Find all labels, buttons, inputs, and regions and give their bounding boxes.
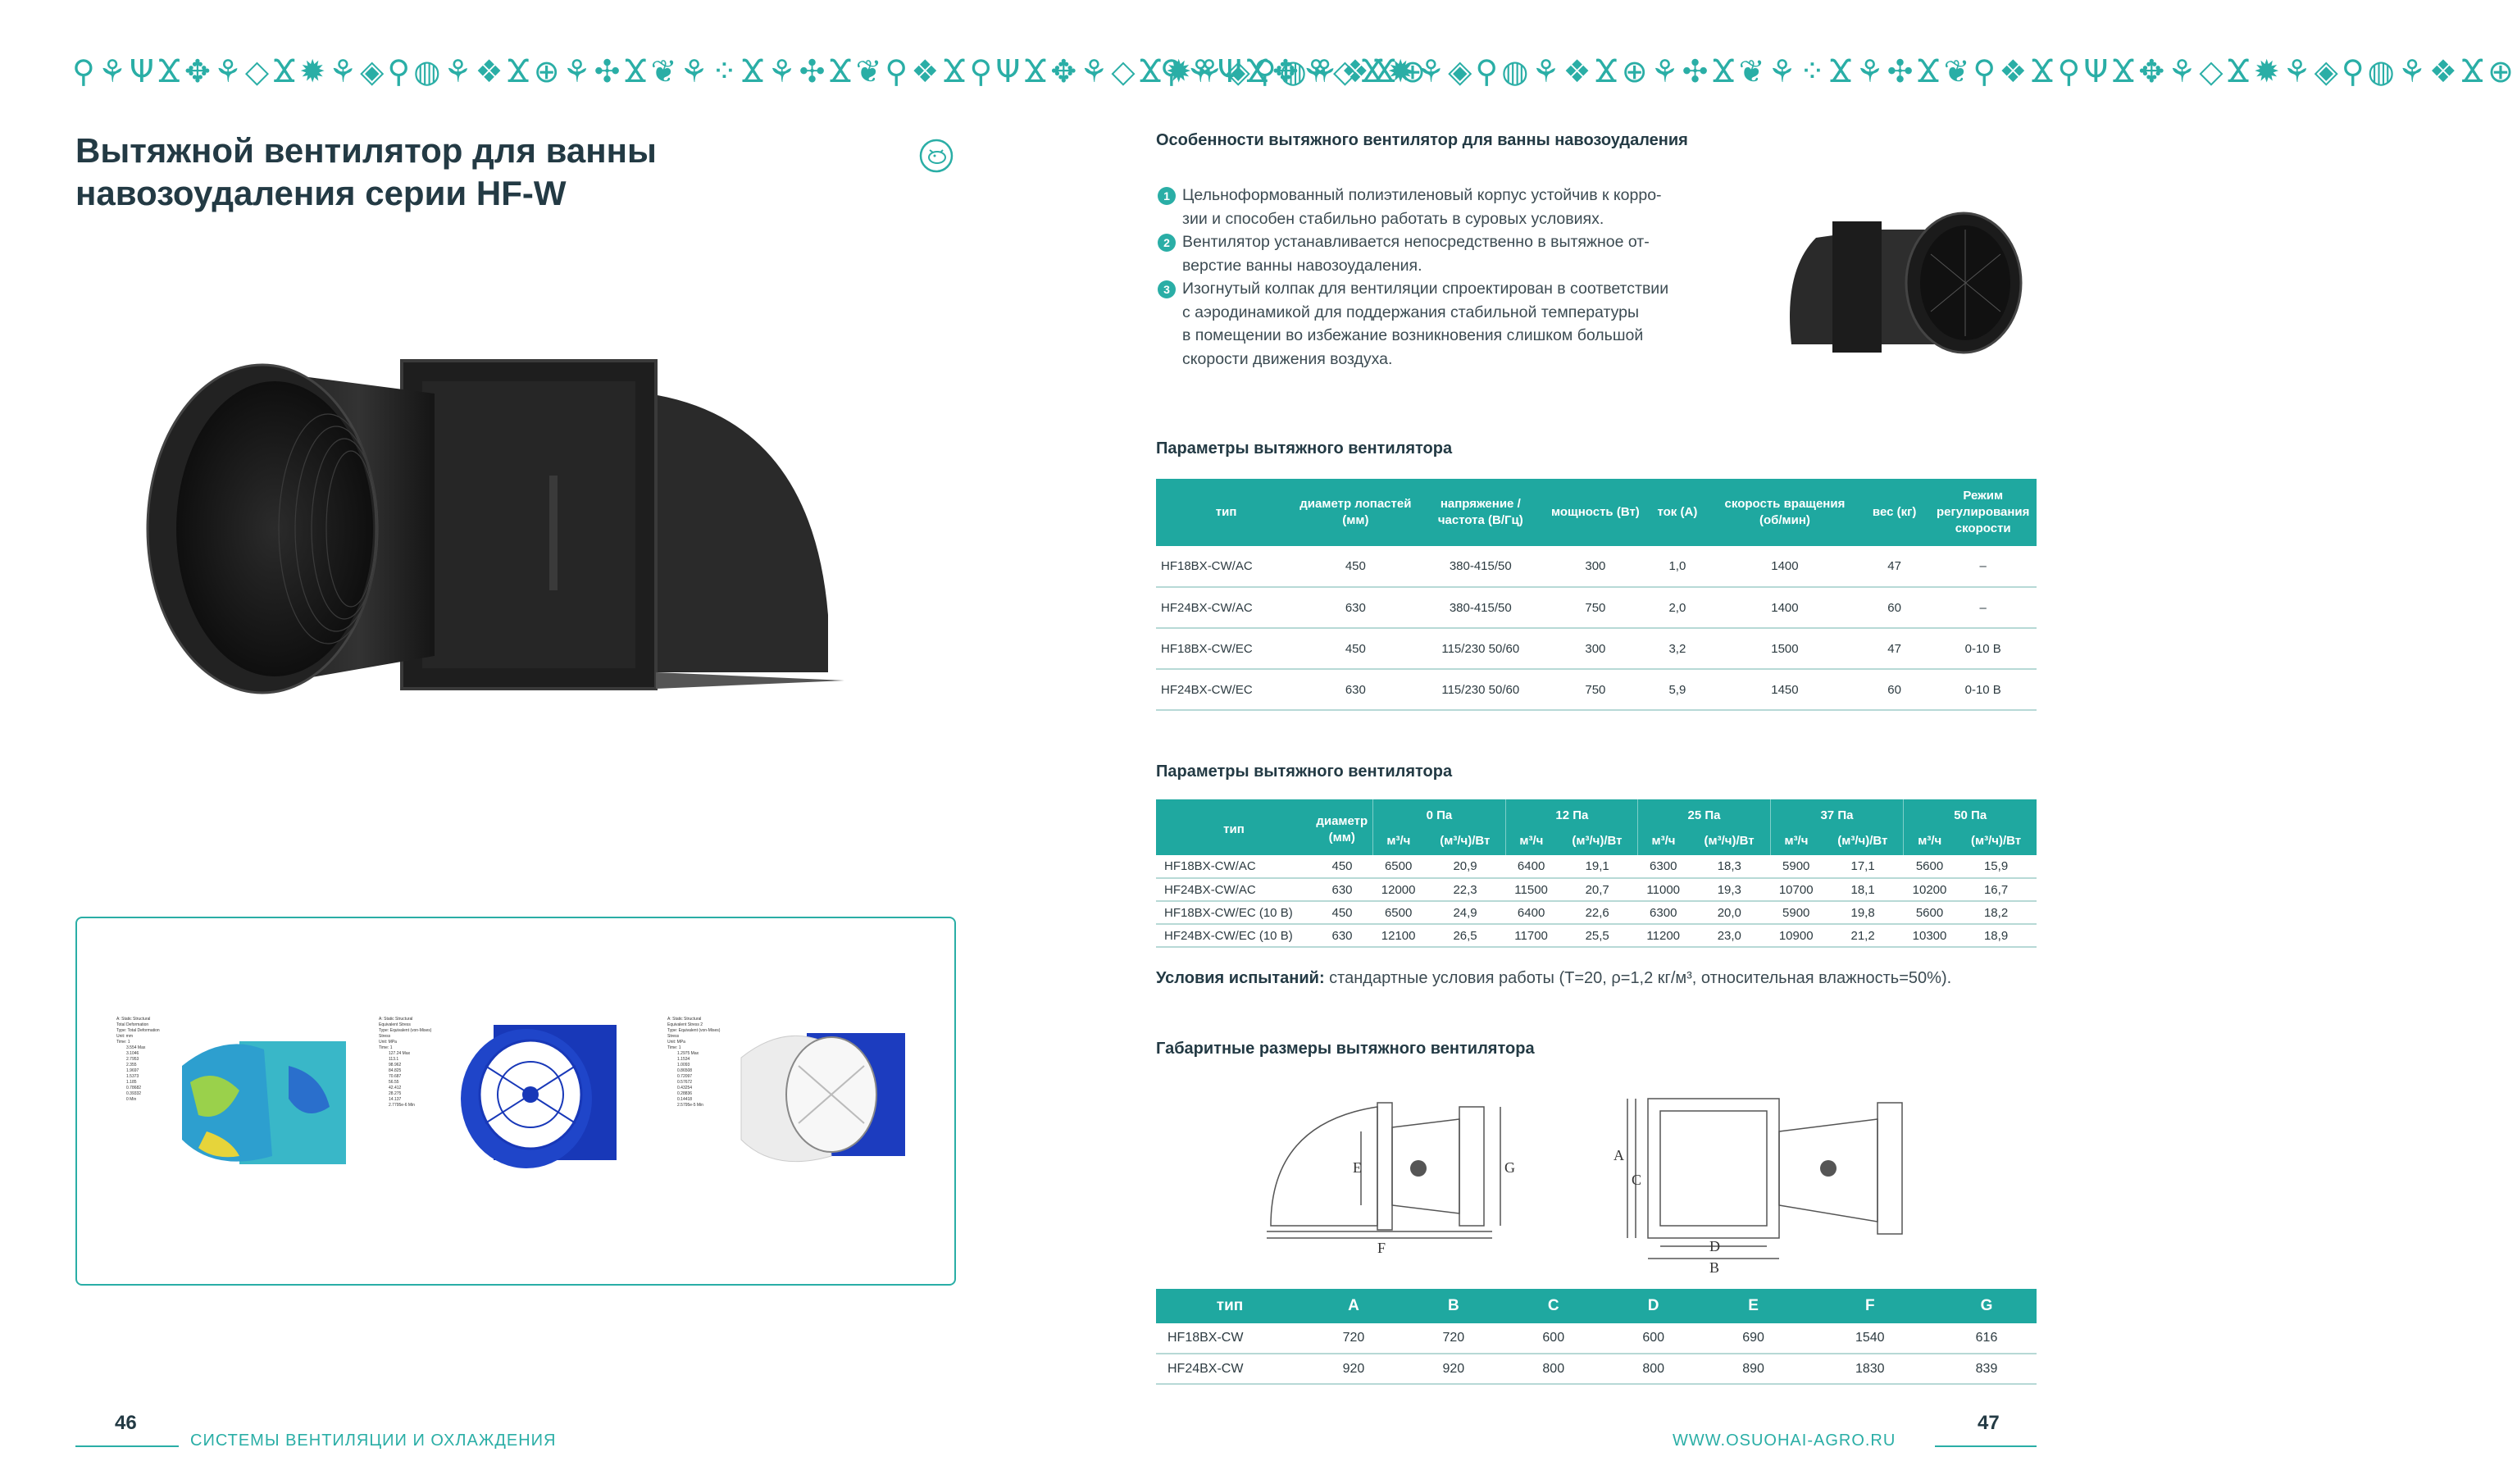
cell: –	[1929, 546, 2037, 587]
cell: 380-415/50	[1415, 587, 1546, 628]
cell: 750	[1546, 587, 1645, 628]
sim3-line: Time: 1	[667, 1045, 681, 1050]
feature-item	[1158, 184, 1748, 230]
sim2-line: 42.412	[389, 1086, 402, 1090]
cell: HF24BX-CW/AC	[1156, 878, 1312, 901]
group-header: 0 Па	[1372, 799, 1506, 827]
table-row	[1156, 1323, 2037, 1354]
title-line-2: навозоудаления серии HF-W	[75, 174, 567, 212]
cell: HF24BX-CW/AC	[1156, 587, 1296, 628]
cell: 23,0	[1689, 924, 1771, 947]
cell: 22,3	[1424, 878, 1506, 901]
dim-label-e: E	[1353, 1159, 1362, 1176]
sim3-line: 0.14418	[677, 1097, 693, 1102]
sim3-line: 0.86508	[677, 1068, 693, 1073]
sim2-line: Type: Equivalent (von-Mises) Stress	[379, 1028, 432, 1039]
col-header: Режим регулирования скорости	[1929, 479, 2037, 546]
dim-label-b: B	[1709, 1259, 1720, 1276]
sim2-line: 28.275	[389, 1091, 402, 1096]
col-header: напряжение / частота (В/Гц)	[1415, 479, 1546, 546]
cell: 920	[1304, 1354, 1404, 1384]
cell: 24,9	[1424, 901, 1506, 924]
cell: 750	[1546, 669, 1645, 710]
cell: 5600	[1904, 901, 1955, 924]
features-heading: Особенности вытяжного вентилятор для ванны навозоудаления	[1156, 131, 1688, 149]
cell: 3,2	[1645, 628, 1710, 669]
dim-label-d: D	[1709, 1238, 1720, 1254]
cell: 450	[1312, 855, 1372, 878]
sim3-line: 1.2975 Max	[677, 1051, 699, 1056]
cell: 630	[1296, 587, 1414, 628]
dims-header-row	[1156, 1289, 2037, 1323]
sim2-render	[436, 1017, 633, 1197]
cell: 800	[1504, 1354, 1604, 1384]
page-number-left: 46	[115, 1412, 137, 1434]
conditions-label: Условия испытаний:	[1156, 969, 1325, 987]
dimension-drawings	[1254, 1082, 2009, 1287]
cell: 920	[1404, 1354, 1504, 1384]
cell: 450	[1296, 628, 1414, 669]
feature-text: скорости движения воздуха.	[1182, 349, 1393, 368]
cell: 630	[1296, 669, 1414, 710]
cell: 2,0	[1645, 587, 1710, 628]
cell: 300	[1546, 628, 1645, 669]
cell: 10700	[1770, 878, 1822, 901]
footer-rule-left	[75, 1445, 179, 1447]
cell: 11500	[1506, 878, 1557, 901]
feature-text: Цельноформованный полиэтиленовый корпус устойчив к корро-	[1182, 186, 1662, 204]
cell: 115/230 50/60	[1415, 628, 1546, 669]
cell: 6400	[1506, 855, 1557, 878]
sub-header: м³/ч	[1638, 827, 1689, 855]
table-row	[1156, 924, 2037, 947]
cell: 20,0	[1689, 901, 1771, 924]
sim2-line: A: Static Structural	[379, 1017, 413, 1022]
col-header: A	[1304, 1289, 1404, 1323]
cell: 17,1	[1822, 855, 1904, 878]
cell: 47	[1859, 628, 1930, 669]
cell: 1450	[1710, 669, 1859, 710]
params-header-row	[1156, 479, 2037, 546]
col-header: E	[1704, 1289, 1804, 1323]
cell: 47	[1859, 546, 1930, 587]
feature-text: Вентилятор устанавливается непосредственно в вытяжное от-	[1182, 233, 1650, 251]
cell: 18,9	[1955, 924, 2037, 947]
cell: 600	[1604, 1323, 1704, 1354]
simulation-deformation	[116, 1017, 362, 1197]
cell: 19,1	[1556, 855, 1638, 878]
page-title	[75, 130, 813, 215]
feature-text: зии и способен стабильно работать в суровых условиях.	[1182, 209, 1604, 228]
sim1-line: 0.39332	[126, 1091, 142, 1096]
cell: 12000	[1372, 878, 1424, 901]
cell: 839	[1937, 1354, 2037, 1384]
cell: 19,3	[1689, 878, 1771, 901]
cell: HF18BX-CW/EC	[1156, 628, 1296, 669]
cell: 1400	[1710, 546, 1859, 587]
cell: 300	[1546, 546, 1645, 587]
fan-side-image	[1783, 205, 2029, 361]
cell: 19,8	[1822, 901, 1904, 924]
sub-header: (м³/ч)/Вт	[1424, 827, 1506, 855]
cell: 890	[1704, 1354, 1804, 1384]
cell: 6400	[1506, 901, 1557, 924]
col-header: D	[1604, 1289, 1704, 1323]
sim1-line: 2.355	[126, 1063, 137, 1067]
cell: HF24BX-CW/EC	[1156, 669, 1296, 710]
sim1-line: Type: Total Deformation	[116, 1028, 160, 1033]
cell: 630	[1312, 878, 1372, 901]
table-row	[1156, 901, 2037, 924]
cell: 1540	[1804, 1323, 1937, 1354]
table-row	[1156, 1354, 2037, 1384]
sim3-line: 0.57672	[677, 1080, 693, 1085]
feature-text: с аэродинамикой для поддержания стабильной температуры	[1182, 303, 1639, 321]
group-header: 25 Па	[1638, 799, 1770, 827]
col-header: ток (А)	[1645, 479, 1710, 546]
sim1-line: Time: 1	[116, 1040, 130, 1045]
cell: 6300	[1638, 901, 1689, 924]
sim2-line: Unit: MPa	[379, 1040, 397, 1045]
cell: 450	[1296, 546, 1414, 587]
table-row	[1156, 587, 2037, 628]
sim3-line: 0.43254	[677, 1086, 693, 1090]
cell: HF18BX-CW/AC	[1156, 855, 1312, 878]
sub-header: (м³/ч)/Вт	[1822, 827, 1904, 855]
group-header: 50 Па	[1904, 799, 2037, 827]
cell: 21,2	[1822, 924, 1904, 947]
dim-label-f: F	[1377, 1240, 1386, 1256]
sim3-render	[717, 1017, 913, 1197]
sim3-line: A: Static Structural	[667, 1017, 702, 1022]
sim2-line: Equivalent Stress	[379, 1022, 411, 1027]
feature-number-badge: 2	[1158, 234, 1176, 252]
dims-heading: Габаритные размеры вытяжного вентилятора	[1156, 1040, 1535, 1058]
feature-item	[1158, 277, 1748, 371]
cell: 115/230 50/60	[1415, 669, 1546, 710]
footer-rule-right	[1935, 1445, 2037, 1447]
col-header: B	[1404, 1289, 1504, 1323]
sim1-line: Unit: mm	[116, 1034, 133, 1039]
ornament-band-right: ⚲⚘ΨϪ✥⚘◇Ϫ✹⚘◈⚲◍⚘❖Ϫ⊕⚘✣Ϫ❦⚘⁘Ϫ⚘✣Ϫ❦⚲❖Ϫ⚲ΨϪ✥⚘◇Ϫ✹⚘◈⚲◍⚘❖Ϫ⊕	[1160, 53, 2517, 89]
params-heading: Параметры вытяжного вентилятора	[1156, 439, 1453, 457]
col-header: тип	[1156, 1289, 1304, 1323]
cell: 18,1	[1822, 878, 1904, 901]
test-conditions	[1156, 969, 1951, 988]
cell: 22,6	[1556, 901, 1638, 924]
col-header: скорость вращения (об/мин)	[1710, 479, 1859, 546]
cell: 380-415/50	[1415, 546, 1546, 587]
feature-text: верстие ванны навозоудаления.	[1182, 256, 1422, 275]
sub-header: м³/ч	[1506, 827, 1557, 855]
footer-section-name: СИСТЕМЫ ВЕНТИЛЯЦИИ И ОХЛАЖДЕНИЯ	[190, 1432, 557, 1450]
cell: HF24BX-CW	[1156, 1354, 1304, 1384]
cell: 25,5	[1556, 924, 1638, 947]
cell: –	[1929, 587, 2037, 628]
cell: 15,9	[1955, 855, 2037, 878]
table-row	[1156, 878, 2037, 901]
sim3-line: 1.0093	[677, 1063, 690, 1067]
sim3-line: 0.28836	[677, 1091, 693, 1096]
sim1-line: A: Static Structural	[116, 1017, 151, 1022]
sub-header: м³/ч	[1372, 827, 1424, 855]
feature-number-badge: 1	[1158, 187, 1176, 205]
sim3-line: Type: Equivalent (von-Mises) Stress	[667, 1028, 721, 1039]
col-header: диаметр лопастей (мм)	[1296, 479, 1414, 546]
sim1-line: 3.554 Max	[126, 1045, 146, 1050]
fan-product-image	[139, 344, 861, 730]
col-header: вес (кг)	[1859, 479, 1930, 546]
sub-header: (м³/ч)/Вт	[1556, 827, 1638, 855]
sim2-line: 2.7795e-6 Min	[389, 1103, 415, 1108]
col-header: тип	[1156, 799, 1312, 855]
sim3-line: Equivalent Stress 2	[667, 1022, 703, 1027]
feature-text: Изогнутый колпак для вентиляции спроектирован в соответствии	[1182, 280, 1669, 298]
sim3-line: Unit: MPa	[667, 1040, 685, 1045]
cell: 1830	[1804, 1354, 1937, 1384]
cell: 5600	[1904, 855, 1955, 878]
sim2-line: 14.137	[389, 1097, 402, 1102]
sim2-line: 70.687	[389, 1074, 402, 1079]
cell: 6500	[1372, 901, 1424, 924]
cell: 450	[1312, 901, 1372, 924]
cell: 0-10 В	[1929, 669, 2037, 710]
cell: 10900	[1770, 924, 1822, 947]
cell: HF18BX-CW/AC	[1156, 546, 1296, 587]
simulation-stress	[379, 1017, 625, 1197]
cell: 5900	[1770, 901, 1822, 924]
dim-label-g: G	[1504, 1159, 1515, 1176]
sim2-line: 84.825	[389, 1068, 402, 1073]
sim1-line: 0.78682	[126, 1086, 142, 1090]
sim1-line: 1.9697	[126, 1068, 139, 1073]
simulation-stress-2	[667, 1017, 913, 1197]
sim2-line: 56.55	[389, 1080, 399, 1085]
cell: 600	[1504, 1323, 1604, 1354]
cell: 20,9	[1424, 855, 1506, 878]
col-header: F	[1804, 1289, 1937, 1323]
cell: 20,7	[1556, 878, 1638, 901]
cell: 720	[1404, 1323, 1504, 1354]
cell: 26,5	[1424, 924, 1506, 947]
cell: 18,3	[1689, 855, 1771, 878]
cell: 1400	[1710, 587, 1859, 628]
pig-icon	[918, 138, 954, 174]
sim1-line: 2.7953	[126, 1057, 139, 1062]
cell: 690	[1704, 1323, 1804, 1354]
cell: 0-10 В	[1929, 628, 2037, 669]
col-header: тип	[1156, 479, 1296, 546]
sim1-line: Total Deformation	[116, 1022, 149, 1027]
dimensions-table	[1156, 1289, 2037, 1385]
table-row	[1156, 628, 2037, 669]
cell: 60	[1859, 587, 1930, 628]
cell: 12100	[1372, 924, 1424, 947]
performance-table	[1156, 799, 2037, 948]
ornament-band-left: ⚲⚘ΨϪ✥⚘◇Ϫ✹⚘◈⚲◍⚘❖Ϫ⊕⚘✣Ϫ❦⚘⁘Ϫ⚘✣Ϫ❦⚲❖Ϫ⚲ΨϪ✥⚘◇Ϫ✹⚘◈⚲◍⚘❖Ϫ⊕	[72, 53, 1429, 89]
table-row	[1156, 669, 2037, 710]
simulation-panel	[75, 917, 956, 1286]
group-header: 37 Па	[1770, 799, 1904, 827]
cell: 616	[1937, 1323, 2037, 1354]
sub-header: (м³/ч)/Вт	[1689, 827, 1771, 855]
col-header: диаметр (мм)	[1312, 799, 1372, 855]
perf-heading: Параметры вытяжного вентилятора	[1156, 762, 1453, 781]
col-header: G	[1937, 1289, 2037, 1323]
cell: HF18BX-CW/EC (10 В)	[1156, 901, 1312, 924]
sim3-line: 2.5795e-5 Min	[677, 1103, 703, 1108]
cell: 11200	[1638, 924, 1689, 947]
cell: 11700	[1506, 924, 1557, 947]
page-number-right: 47	[1978, 1412, 2000, 1434]
table-row	[1156, 855, 2037, 878]
cell: 5,9	[1645, 669, 1710, 710]
cell: 5900	[1770, 855, 1822, 878]
cell: HF18BX-CW	[1156, 1323, 1304, 1354]
sim1-line: 0 Min	[126, 1097, 137, 1102]
features-list	[1158, 184, 1748, 371]
sim1-line: 3.1046	[126, 1051, 139, 1056]
cell: 800	[1604, 1354, 1704, 1384]
cell: 60	[1859, 669, 1930, 710]
feature-item	[1158, 230, 1748, 277]
sim1-render	[166, 1017, 362, 1197]
sub-header: (м³/ч)/Вт	[1955, 827, 2037, 855]
sim2-line: 127.24 Max	[389, 1051, 411, 1056]
sim3-line: 0.72097	[677, 1074, 693, 1079]
title-line-1: Вытяжной вентилятор для ванны	[75, 131, 657, 170]
sim1-line: 1.5373	[126, 1074, 139, 1079]
sim2-line: 113.1	[389, 1057, 399, 1062]
cell: 11000	[1638, 878, 1689, 901]
group-header: 12 Па	[1506, 799, 1638, 827]
col-header: мощность (Вт)	[1546, 479, 1645, 546]
cell: 1500	[1710, 628, 1859, 669]
sim3-line: 1.1534	[677, 1057, 690, 1062]
cell: 630	[1312, 924, 1372, 947]
dim-label-a: A	[1614, 1147, 1624, 1163]
cell: 10200	[1904, 878, 1955, 901]
params-table	[1156, 479, 2037, 711]
feature-text: в помещении во избежание возникновения слишком большой	[1182, 326, 1644, 344]
sim2-legend	[379, 1017, 436, 1108]
cell: 18,2	[1955, 901, 2037, 924]
sub-header: м³/ч	[1770, 827, 1822, 855]
sim1-line: 1.185	[126, 1080, 137, 1085]
cell: 6500	[1372, 855, 1424, 878]
cell: 1,0	[1645, 546, 1710, 587]
cell: 16,7	[1955, 878, 2037, 901]
conditions-text: стандартные условия работы (T=20, ρ=1,2 кг/м³, относительная влажность=50%).	[1329, 969, 1952, 987]
perf-header-row	[1156, 799, 2037, 827]
sim2-line: Time: 1	[379, 1045, 393, 1050]
cell: 720	[1304, 1323, 1404, 1354]
table-row	[1156, 546, 2037, 587]
dim-label-c: C	[1632, 1172, 1642, 1188]
feature-number-badge: 3	[1158, 280, 1176, 298]
sub-header: м³/ч	[1904, 827, 1955, 855]
col-header: C	[1504, 1289, 1604, 1323]
footer-website-link[interactable]: WWW.OSUOHAI-AGRO.RU	[1673, 1432, 1896, 1450]
cell: HF24BX-CW/EC (10 В)	[1156, 924, 1312, 947]
cell: 6300	[1638, 855, 1689, 878]
sim2-line: 98.962	[389, 1063, 402, 1067]
cell: 10300	[1904, 924, 1955, 947]
